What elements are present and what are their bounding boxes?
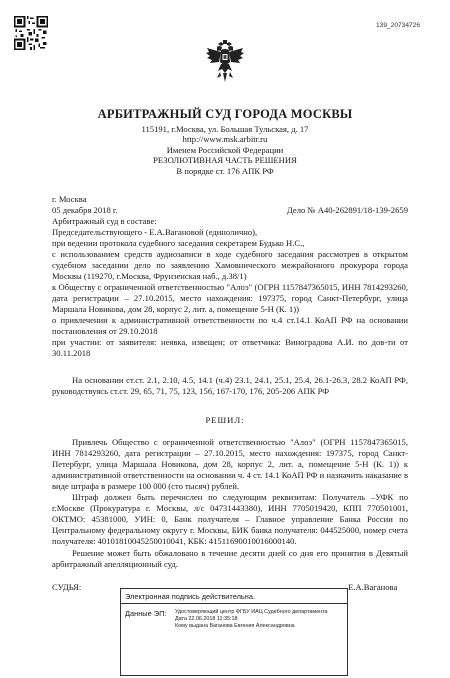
participants-paragraph: при участии: от заявителя: неявка, извещен; от ответчика: Виноградова А.И. по дов-ти от 30.11.2018	[52, 337, 408, 358]
case-city: г. Москва	[52, 194, 87, 204]
signature-data-label: Данные ЭП:	[125, 609, 167, 618]
double-headed-eagle-emblem-icon	[205, 40, 245, 84]
decision-paragraph-1: Привлечь Общество с ограниченной ответственностью "Алоэ" (ОГРН 1157847365015, ИНН 7814293260, дата регистрации – 27.10.2015, место нахождения: 197375, город Санкт-Петербург, улица Маршала Новикова, дом 28, корпус 2, лит. а, помещение 5-Н (К. 1)) к административной ответственности на основании ч. 4 ст. 14.1 КоАП РФ и назначить наказание в виде штрафа в размере 100 000 (сто тысяч) рублей.	[52, 437, 408, 491]
in-name-line: Именем Российской Федерации	[166, 144, 284, 155]
composition-intro: Арбитражный суд в составе:	[52, 216, 157, 226]
court-header-block	[0, 124, 450, 176]
decided-heading: РЕШИЛ:	[205, 415, 245, 425]
secretary-line: при ведении протокола судебного заседания секретарем Будько Н.С.,	[52, 238, 305, 248]
electronic-signature-stamp	[120, 588, 348, 676]
decision-paragraph-3: Решение может быть обжаловано в течение десяти дней со дня его принятия в Девятый арбитражный апелляционный суд.	[52, 548, 408, 569]
case-date: 05 декабря 2018 г.	[52, 205, 118, 215]
signature-certificate-details	[175, 609, 343, 631]
audio-paragraph: с использованием средств аудиозаписи в ходе судебного заседания рассмотрев в открытом судебном заседании дело по заявлению Хамовнического межрайонного прокурора города Москвы (119270, г.Москва, Фрунзенская наб., д.38/1)	[52, 249, 408, 281]
decision-paragraph-2: Штраф должен быть перечислен по следующим реквизитам: Получатель –УФК по г.Москве (Прокуратура г. Москвы, л/с 04731443380), ИНН 7705019420, КПП 770501001, ОКТМО: 45381000, УИН: 0, Банк получателя – Главное управление Банка России по Центральному федеральному округу г. Москвы, БИК банка получателя: 044525000, номер счета получателя: 40101810045250010041, КБК: 41511690010016000140.	[52, 492, 408, 546]
signature-divider	[121, 603, 347, 604]
company-paragraph: к Обществу с ограниченной ответственностью "Алоэ" (ОГРН 1157847365015, ИНН 7814293260, дата регистрации – 27.10.2015, место нахождения: 197375, город Санкт-Петербург, улица Маршала Новикова, дом 28, корпус 2, лит. а, помещение 5-Н (К. 1))	[52, 282, 408, 314]
court-address: 115191, г.Москва, ул. Большая Тульская, д. 17	[141, 124, 309, 134]
document-id: 139_20734726	[375, 22, 420, 29]
court-title: АРБИТРАЖНЫЙ СУД ГОРОДА МОСКВЫ	[97, 107, 353, 121]
presiding-judge: Председательствующего - Е.А.Вагановой (единолично),	[52, 227, 258, 237]
case-date-row	[52, 205, 408, 216]
court-website[interactable]: http://www.msk.arbitr.ru	[182, 134, 268, 145]
legal-basis-paragraph: На основании ст.ст. 2.1, 2.10, 4.5, 14.1 (ч.4) 23.1, 24.1, 25.1, 25.4, 26.1-26.3, 28.2 КоАП РФ, руководствуясь ст.ст. 29, 65, 71, 75, 123, 156, 167-170, 176, 205-206 АПК РФ	[52, 375, 408, 396]
certificate-issuer: Удостоверяющий центр ФГБУ ИАЦ Судебного департамента	[175, 609, 328, 615]
judge-name: Е.А.Ваганова	[348, 582, 398, 592]
certificate-holder: Кому выдана Ваганова Евгения Александровна	[175, 623, 295, 630]
decision-type: РЕЗОЛЮТИВНАЯ ЧАСТЬ РЕШЕНИЯ	[153, 155, 297, 166]
qr-code-icon	[14, 16, 48, 50]
certificate-date: Дата 22.06.2018 11:35:18	[175, 616, 238, 623]
signature-valid-title: Электронная подпись действительна.	[125, 592, 255, 601]
case-number: Дело № А40-262891/18-139-2659	[286, 205, 408, 215]
subject-paragraph: о привлечении к административной ответственности по ч.4 ст.14.1 КоАП РФ на основании постановления от 29.10.2018	[52, 315, 408, 336]
judge-label: СУДЬЯ:	[52, 582, 82, 592]
procedure-line: В порядке ст. 176 АПК РФ	[176, 165, 274, 176]
